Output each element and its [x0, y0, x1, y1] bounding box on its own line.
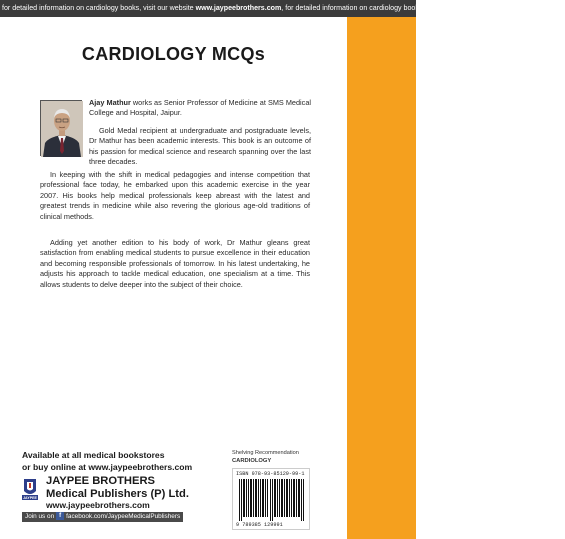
strip-text-b: , for detailed information on cardiology books, visit our website — [281, 4, 479, 12]
availability-note — [22, 450, 192, 473]
barcode-icon — [239, 479, 305, 521]
shelving-label: Shelving Recommendation — [232, 450, 299, 456]
author-intro — [89, 98, 311, 119]
author-intro-text: works as Senior Professor of Medicine at SMS Medical College and Hospital, Jaipur. — [89, 98, 312, 118]
shelving-category: CARDIOLOGY — [232, 457, 272, 464]
strip-url-a[interactable]: www.jaypeebrothers.com — [195, 4, 282, 12]
top-info-strip — [0, 0, 565, 17]
orange-spine-band — [347, 17, 416, 539]
facebook-icon: f — [56, 512, 64, 520]
publisher-website[interactable]: www.jaypeebrothers.com — [46, 500, 150, 510]
publisher-line-1: JAYPEE BROTHERS — [46, 475, 156, 487]
barcode-block — [232, 468, 310, 530]
publisher-line-2: Medical Publishers (P) Ltd. — [46, 487, 189, 500]
author-portrait-icon — [41, 101, 83, 157]
author-para-2: Gold Medal recipient at undergraduate and postgraduate levels, Dr Mathur has been academic interests. This book is an outcome of his passion for medical science and research spanning over the last three decades. — [89, 126, 311, 167]
fb-prefix: Join us on — [25, 513, 55, 520]
author-para-4: Adding yet another edition to his body of work, Dr Mathur gleans great satisfaction from enabling medical students to pursue excellence in their education and becoming responsible professionals of tomorrow. In his latest undertaking, he adjusts his approach to tackle medical education, one specialism at a time. This allows students to delve deeper into the subject of their choice. — [40, 238, 310, 289]
availability-line-1: Available at all medical bookstores — [22, 450, 165, 460]
book-title: CARDIOLOGY MCQs — [81, 44, 266, 64]
publisher-logo-icon — [21, 477, 39, 501]
shelving-recommendation — [232, 450, 299, 465]
strip-url-b[interactable]: www.jaypeebrothers.com — [478, 4, 565, 12]
availability-line-2: or buy online at www.jaypeebrothers.com — [22, 461, 193, 472]
publisher-name — [46, 475, 189, 500]
strip-text-a: for detailed information on cardiology books, visit our website — [2, 4, 196, 12]
author-photo — [40, 100, 82, 156]
facebook-join-bar[interactable] — [22, 512, 183, 522]
isbn-text: ISBN 978-93-85129-99-1 — [236, 471, 305, 477]
barcode-number: 9 789385 129991 — [236, 522, 283, 528]
author-para-3: In keeping with the shift in medical pedagogies and intense competition that professional face today, he embarked upon this academic exercise in the year 2007. His books help medical professionals keep abreast with the latest and greatest trends in medicine while also revering the glorious age-old traditions of clinical methods. — [40, 170, 310, 221]
logo-text: JAYPEE — [23, 496, 37, 500]
author-name: Ajay Mathur — [89, 98, 131, 107]
fb-url[interactable]: facebook.com/JaypeeMedicalPublishers — [66, 513, 181, 520]
